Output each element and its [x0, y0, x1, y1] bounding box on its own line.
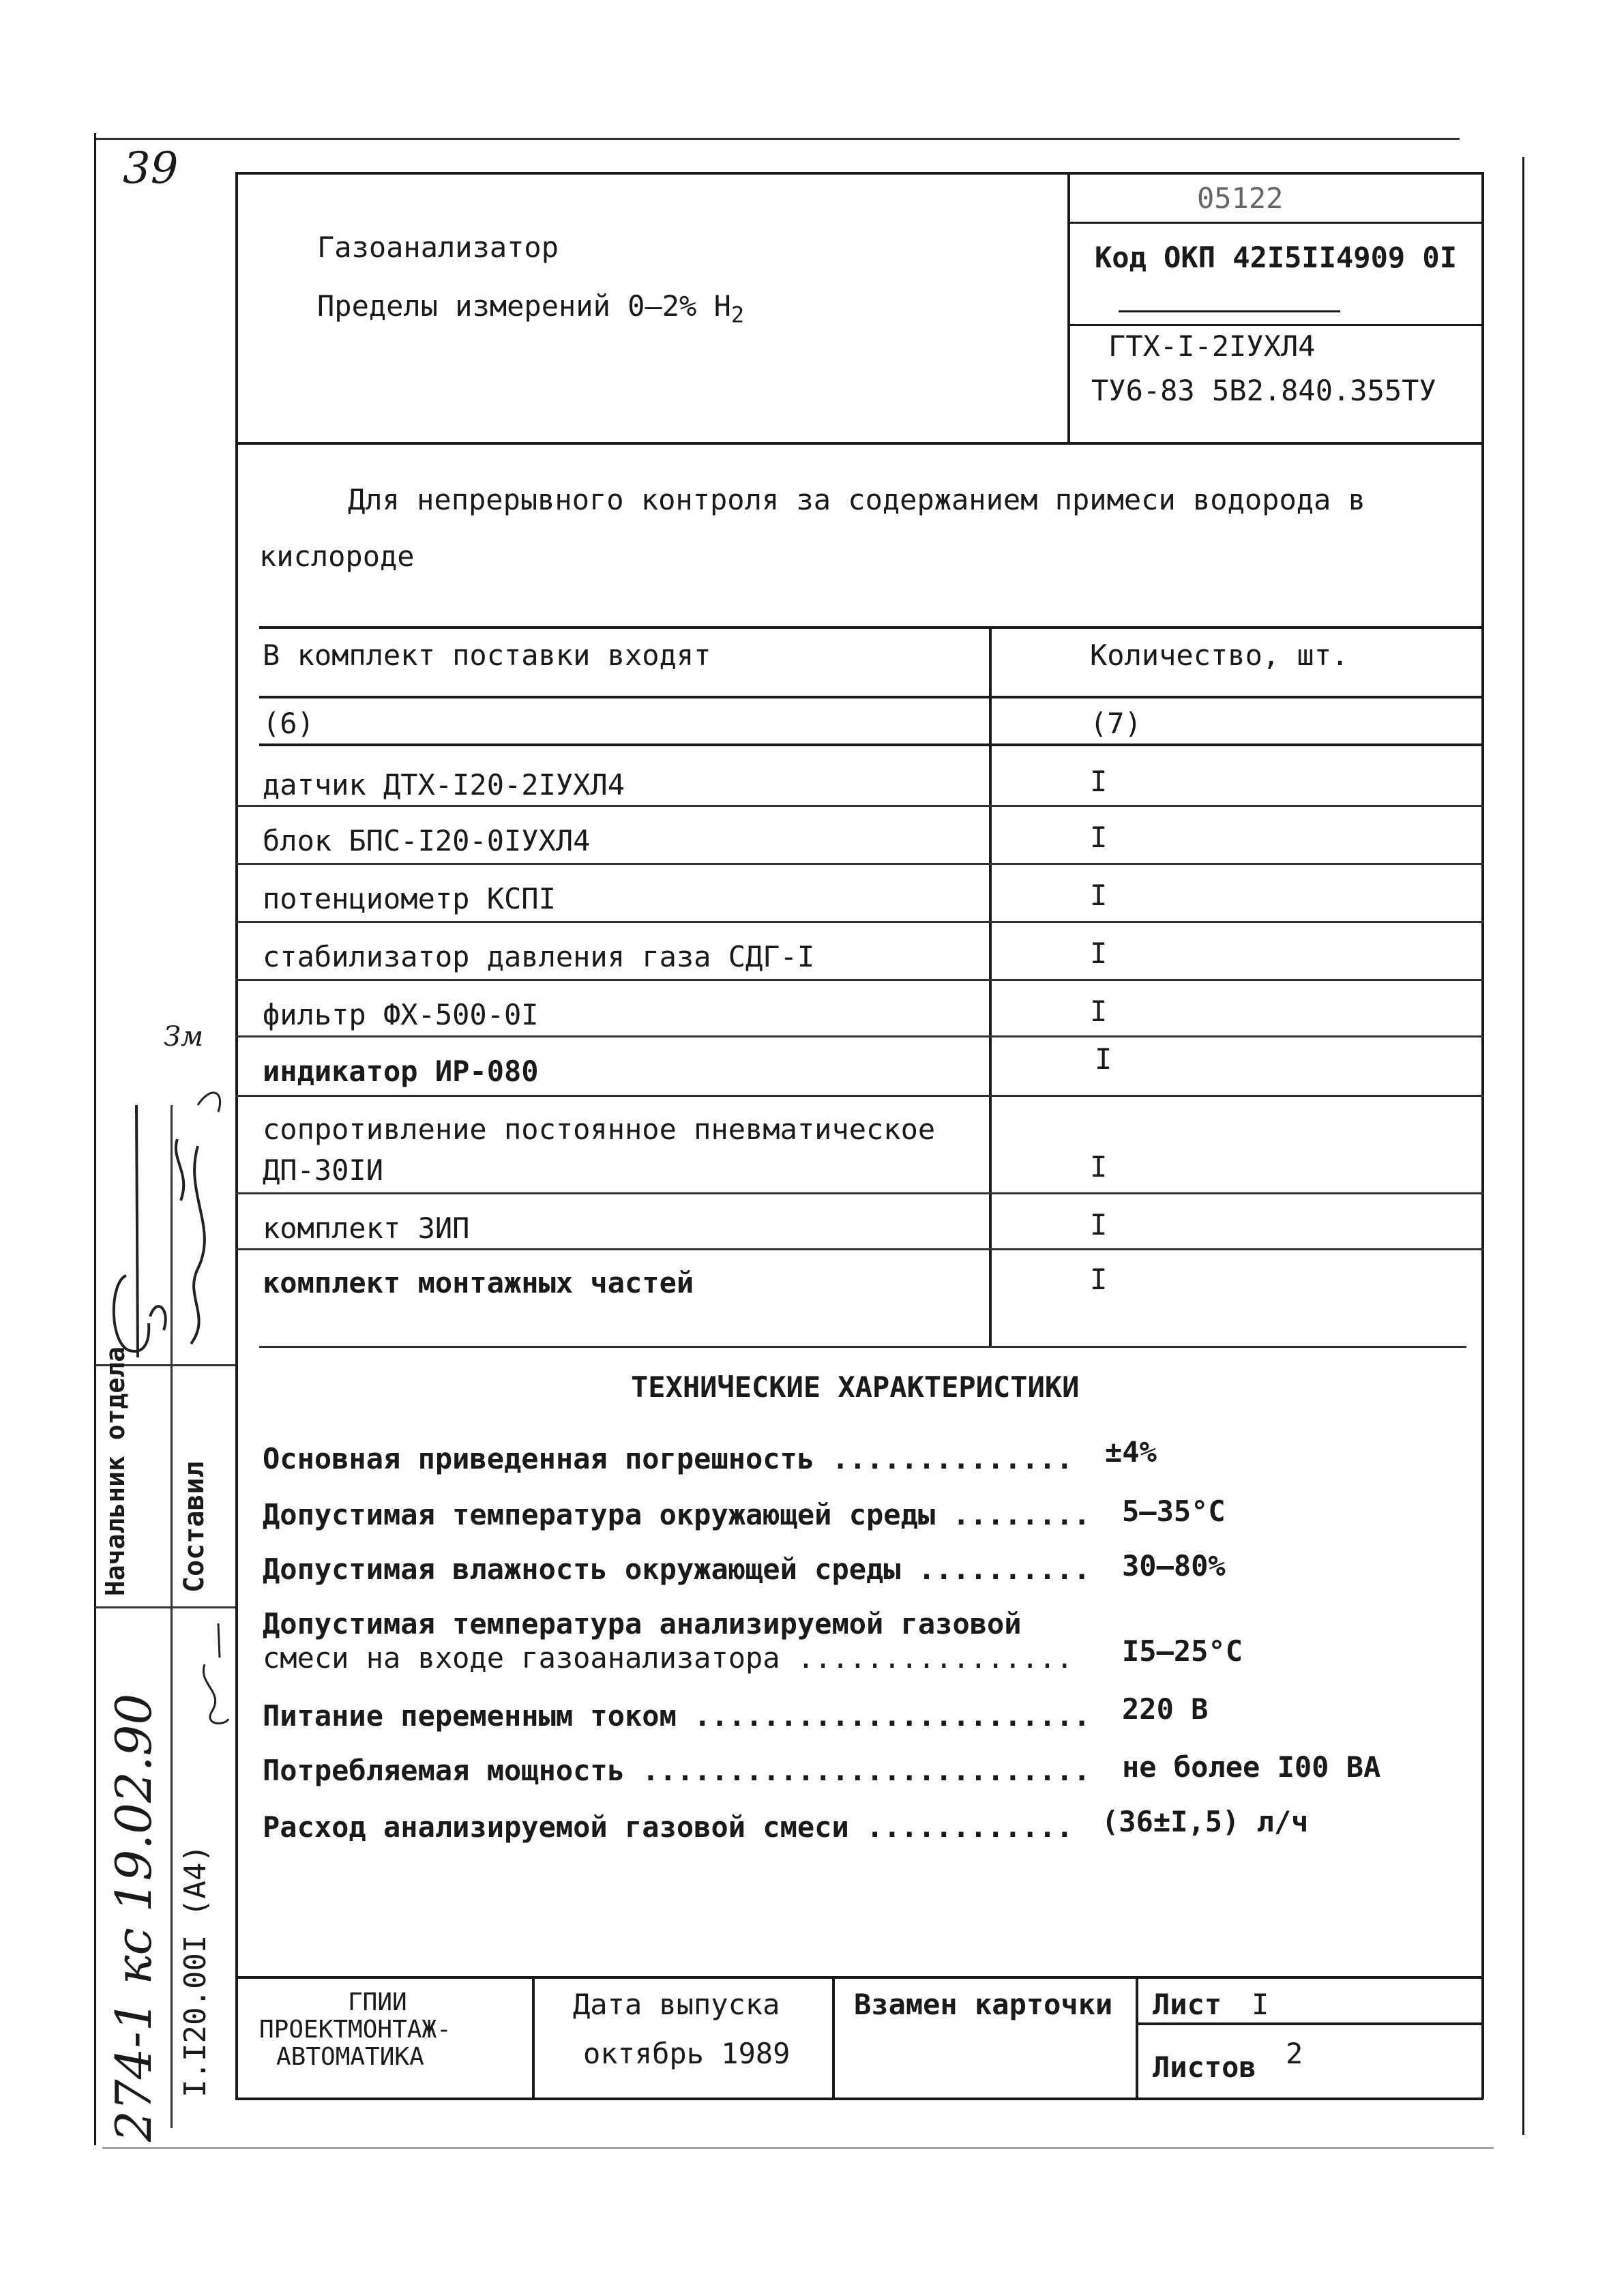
table-bottom-line	[259, 1346, 1466, 1348]
spec-value: (36±I,5) л/ч	[1102, 1805, 1309, 1838]
spec-label: Основная приведенная погрешность ..............	[263, 1442, 1074, 1475]
table-col1-header: В комплект поставки входят	[263, 638, 711, 672]
spec-label-cont: смеси на входе газоанализатора ................	[263, 1641, 1074, 1675]
right-margin-line	[1522, 157, 1524, 2135]
purpose-line-2: кислороде	[259, 540, 415, 573]
footer-divider-2	[832, 1976, 835, 2099]
side-stamp-bottom-line	[95, 1606, 235, 1608]
footer-date-value: октябрь 1989	[583, 2037, 790, 2070]
table-row-name: фильтр ФХ-500-0I	[263, 998, 539, 1031]
table-row-name: комплект монтажных частей	[263, 1266, 694, 1299]
table-row-name: индикатор ИР-080	[263, 1055, 539, 1088]
header-bottom-line	[235, 442, 1483, 445]
code-top: 05122	[1197, 181, 1284, 215]
spec-label: Допустимая температура окружающей среды ........	[263, 1498, 1091, 1531]
spec-value: ±4%	[1105, 1435, 1157, 1469]
okp-code: Код ОКП 42I5II4909 0I	[1095, 241, 1458, 274]
table-row-line	[235, 1035, 1483, 1037]
spec-label: Потребляемая мощность ..........................	[263, 1754, 1091, 1787]
table-header-line	[259, 696, 1483, 698]
top-border-line	[95, 138, 1460, 140]
header-model-line	[1067, 324, 1483, 326]
table-col1-num: (6)	[263, 707, 314, 740]
spec-value: I5–25°C	[1122, 1634, 1243, 1668]
table-row-qty: I	[1090, 765, 1108, 798]
footer-sheet-label: Лист	[1153, 1988, 1222, 2021]
measurement-range-text: Пределы измерений 0–2% H	[317, 289, 731, 323]
table-row-qty: I	[1095, 1042, 1112, 1076]
signature-strokes	[95, 1023, 239, 1378]
table-row-qty: I	[1090, 995, 1108, 1028]
footer-sheet-value: I	[1252, 1988, 1269, 2021]
spec-label: Допустимая влажность окружающей среды ..........	[263, 1552, 1091, 1586]
signature-small	[191, 1617, 239, 1733]
footer-top-line	[235, 1976, 1483, 1979]
specs-heading: ТЕХНИЧЕСКИЕ ХАРАКТЕРИСТИКИ	[631, 1370, 1080, 1404]
spec-value: 30–80%	[1122, 1549, 1226, 1583]
footer-org-2: ПРОЕКТМОНТАЖ-	[259, 2016, 452, 2044]
measurement-range	[317, 289, 745, 328]
table-row-qty: I	[1090, 879, 1108, 912]
table-row-qty: I	[1090, 937, 1108, 970]
table-row-line	[235, 1095, 1483, 1097]
side-handwritten-number: 274-1 кс 19.02.90	[105, 1693, 162, 2142]
header-divider	[1067, 172, 1070, 442]
table-row-qty: I	[1090, 1150, 1108, 1183]
table-top-line	[259, 626, 1483, 629]
footer-divider-3	[1136, 1976, 1138, 2099]
side-head-dept: Начальник отдела	[100, 1346, 130, 1596]
table-row-name: блок БПС-I20-0IУХЛ4	[263, 824, 591, 857]
model-number: ГТХ-I-2IУХЛ4	[1108, 329, 1316, 363]
footer-divider-1	[532, 1976, 535, 2099]
bottom-scan-line	[102, 2147, 1494, 2149]
spec-label: Расход анализируемой газовой смеси ............	[263, 1810, 1074, 1844]
table-row-line	[235, 1248, 1483, 1250]
table-row-name: сопротивление постоянное пневматическое	[263, 1113, 936, 1146]
header-code-line	[1067, 222, 1483, 224]
table-col2-header: Количество, шт.	[1090, 638, 1349, 672]
spec-label: Питание переменным током .......................	[263, 1699, 1091, 1733]
card-top-border	[235, 172, 1483, 175]
table-row-line	[235, 921, 1483, 923]
footer-sheet-line	[1136, 2022, 1483, 2025]
table-row-qty: I	[1090, 1263, 1108, 1296]
footer-date-label: Дата выпуска	[573, 1988, 780, 2021]
table-row-qty: I	[1090, 821, 1108, 854]
side-doc-code: I.I20.00I (А4)	[178, 1844, 213, 2098]
table-row-qty: I	[1090, 1208, 1108, 1241]
page-number: 39	[123, 143, 179, 194]
side-composed: Составил	[179, 1461, 210, 1593]
signature-note: Зм	[164, 1021, 204, 1053]
table-col-divider	[989, 626, 992, 1346]
footer-bottom-line	[235, 2098, 1483, 2100]
table-row-name: потенциометр КСПI	[263, 882, 556, 915]
table-row-name: датчик ДТХ-I20-2IУХЛ4	[263, 768, 625, 801]
table-row-name-cont: ДП-30IИ	[263, 1153, 384, 1187]
footer-replace-label: Взамен карточки	[854, 1988, 1113, 2021]
device-title: Газоанализатор	[317, 231, 559, 264]
spec-label: Допустимая температура анализируемой газовой	[263, 1607, 1022, 1640]
footer-sheets-label: Листов	[1153, 2050, 1256, 2084]
card-right-border	[1481, 172, 1484, 2099]
spec-number: ТУ6-83 5В2.840.355ТУ	[1091, 374, 1436, 407]
underline-mark	[1119, 310, 1340, 312]
table-row-line	[235, 979, 1483, 981]
footer-sheets-value: 2	[1286, 2037, 1303, 2070]
spec-value: 5–35°C	[1122, 1495, 1226, 1528]
table-row-line	[235, 1192, 1483, 1194]
table-row-name: комплект ЗИП	[263, 1211, 470, 1245]
table-col2-num: (7)	[1090, 707, 1142, 740]
footer-org-3: АВТОМАТИКА	[276, 2043, 424, 2071]
spec-value: 220 В	[1122, 1692, 1209, 1726]
spec-value: не более I00 ВА	[1122, 1750, 1381, 1784]
footer-org-1: ГПИИ	[348, 1988, 407, 2016]
table-row-line	[235, 863, 1483, 865]
table-row-name: стабилизатор давления газа СДГ-I	[263, 940, 815, 973]
purpose-line-1: Для непрерывного контроля за содержанием примеси водорода в	[348, 483, 1365, 516]
table-row-line	[235, 805, 1483, 807]
table-num-line	[259, 744, 1483, 746]
measurement-range-subscript: 2	[730, 301, 745, 328]
